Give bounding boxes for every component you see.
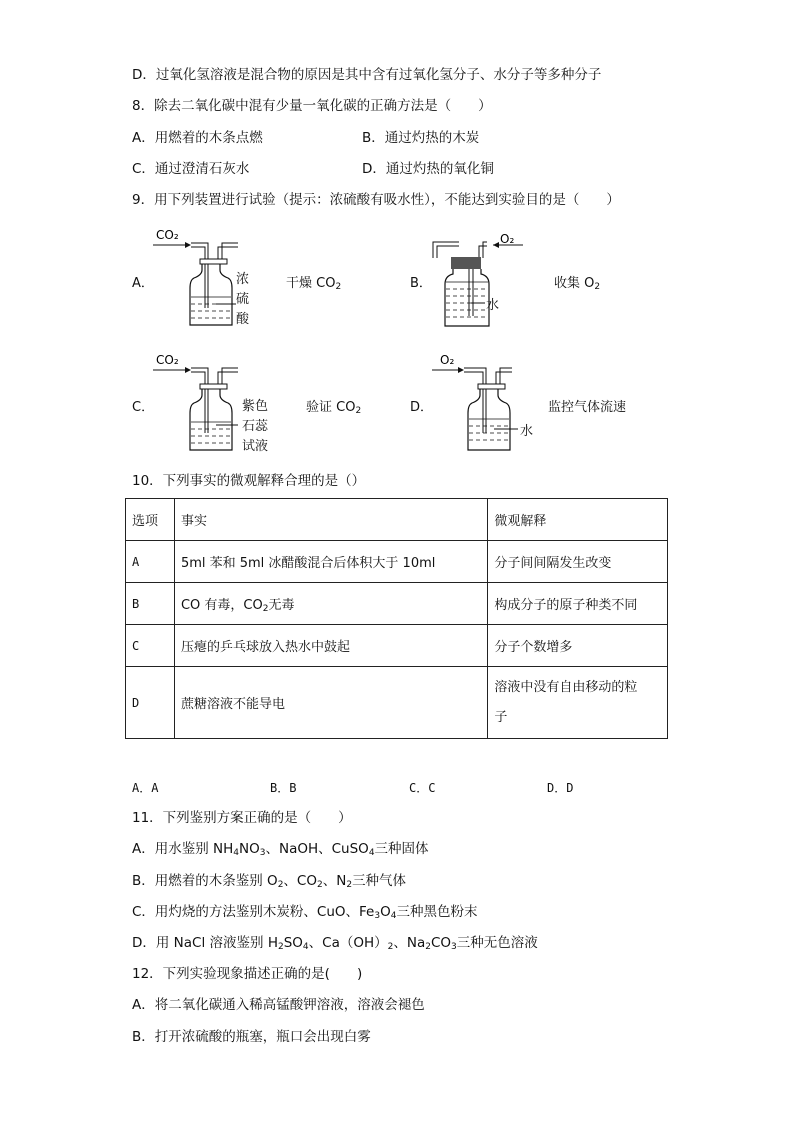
q9-c-liquid-label: 紫色 石蕊 试液: [242, 399, 269, 454]
q11-stem: 11．下列鉴别方案正确的是（ ）: [132, 810, 352, 826]
q9-b-liquid-label: 水: [486, 298, 500, 313]
table-row: A 5ml 苯和 5ml 冰醋酸混合后体积大于 10ml 分子间间隔发生改变: [126, 541, 668, 583]
header-fact: 事实: [174, 499, 487, 541]
q9-c-bottle: [190, 389, 232, 450]
q9-a-gas-label: CO₂: [156, 228, 179, 242]
q11-option-a: A．用水鉴别 $NH_4NO_3$、NaOH、CuSO$_4$三种固体: [132, 841, 429, 858]
q9-a-letter: A．: [132, 276, 154, 291]
q9-b-apparatus: [425, 226, 555, 332]
q9-b-letter: B．: [410, 276, 432, 291]
q9-d-apparatus: [428, 347, 538, 459]
q8-stem: 8．除去二氧化碳中混有少量一氧化碳的正确方法是（ ）: [132, 98, 492, 114]
q10-answer-a: A．A: [132, 781, 159, 795]
q10-table: [125, 498, 668, 739]
table-row: B CO 有毒，$CO_2$无毒 构成分子的原子种类不同: [126, 583, 668, 625]
q12-option-a: A．将二氧化碳通入稀高锰酸钾溶液，溶液会褪色: [132, 997, 425, 1013]
table-header-row: [126, 499, 668, 541]
q10-stem: 10．下列事实的微观解释合理的是（）: [132, 473, 366, 489]
q9-c-apparatus: [150, 347, 290, 459]
q8-option-d: D．通过灼热的氧化铜: [362, 161, 494, 177]
header-option: 选项: [126, 499, 175, 541]
q9-b-purpose: 收集 $O_2$: [554, 276, 601, 292]
q8-option-b: B．通过灼热的木炭: [362, 130, 480, 146]
header-explain: 微观解释: [488, 499, 668, 541]
q12-option-b: B．打开浓硫酸的瓶塞，瓶口会出现白雾: [132, 1029, 371, 1045]
q10-answer-b: B．B: [270, 781, 297, 795]
q11-option-c: C．用灼烧的方法鉴别木炭粉、CuO、$Fe_3O_4$三种黑色粉末: [132, 904, 478, 921]
q9-b-gas-label: O₂: [500, 232, 515, 246]
q9-stem: 9．用下列装置进行试验（提示：浓硫酸有吸水性），不能达到实验目的是（ ）: [132, 192, 620, 208]
q9-c-gas-label: CO₂: [156, 353, 179, 367]
q9-d-letter: D．: [410, 400, 434, 415]
q9-b-bottle: [445, 269, 489, 326]
q10-answer-c: C．C: [409, 781, 436, 795]
table-row: D 蔗糖溶液不能导电 溶液中没有自由移动的粒 子: [126, 667, 668, 739]
q11-option-d: D．用 NaCl 溶液鉴别 $H_2SO_4$、$Ca(OH)_2$、$Na_2CO_3$三种无色溶液: [132, 935, 538, 952]
q8-option-c: C．通过澄清石灰水: [132, 161, 250, 177]
q9-a-liquid-label: 浓 硫 酸: [236, 272, 250, 327]
q9-a-apparatus: [150, 222, 290, 334]
q9-a-bottle: [190, 264, 232, 325]
q11-option-b: B．用燃着的木条鉴别 $O_2$、$CO_2$、$N_2$三种气体: [132, 873, 407, 890]
q9-b-stopper: [451, 257, 481, 269]
q9-d-gas-label: O₂: [440, 353, 455, 367]
q12-stem: 12．下列实验现象描述正确的是( ): [132, 966, 363, 982]
q9-c-purpose: 验证 $CO_2$: [306, 400, 362, 416]
q7-option-d: D．过氧化氢溶液是混合物的原因是其中含有过氧化氢分子、水分子等多种分子: [132, 67, 602, 83]
q9-a-purpose: 干燥 $CO_2$: [286, 276, 342, 292]
q9-d-bottle: [468, 389, 510, 450]
q9-d-purpose: 监控气体流速: [548, 400, 627, 415]
q9-c-letter: C．: [132, 400, 155, 415]
q8-option-a: A．用燃着的木条点燃: [132, 130, 263, 146]
q9-a-neck: [200, 259, 227, 264]
q10-answer-d: D．D: [547, 781, 574, 795]
q9-d-liquid-label: 水: [520, 424, 534, 439]
table-row: C 压瘪的乒乓球放入热水中鼓起 分子个数增多: [126, 625, 668, 667]
